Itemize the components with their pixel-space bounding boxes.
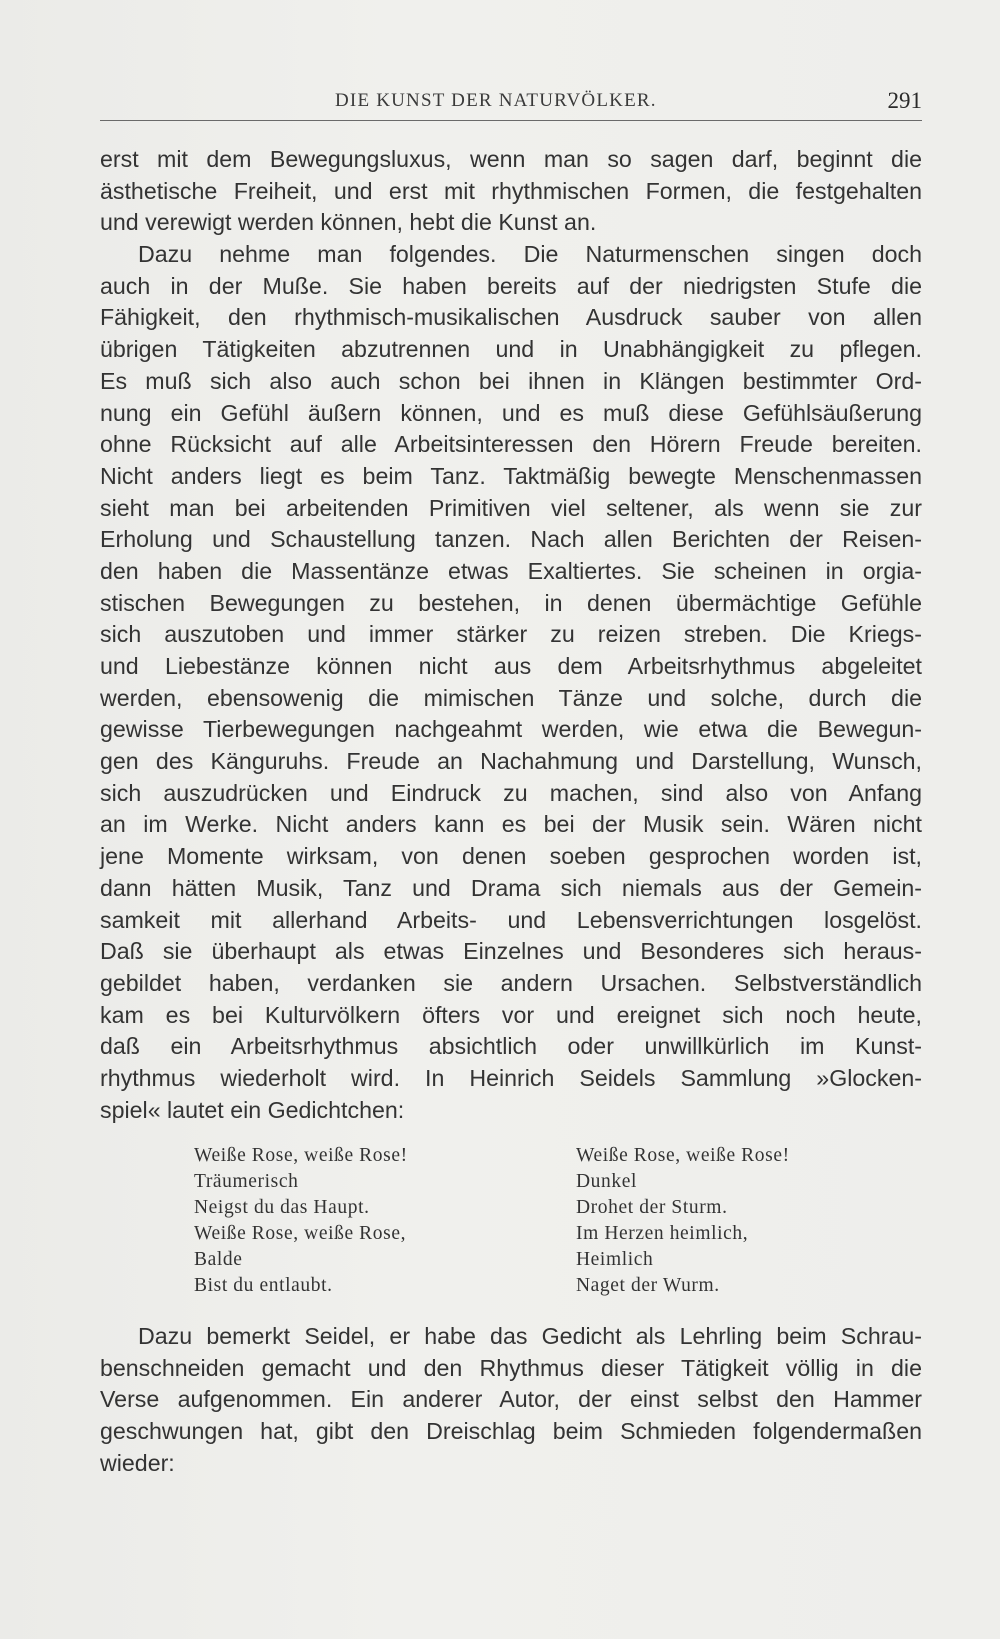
paragraph-2 [100, 239, 922, 1126]
text-line: nung ein Gefühl äußern können, und es muß diese Gefühlsäußerung [100, 399, 922, 426]
page-number: 291 [887, 88, 922, 113]
text-line: dann hätten Musik, Tanz und Drama sich niemals aus der Gemein- [100, 874, 922, 901]
text-line: rhythmus wiederholt wird. In Heinrich Seidels Sammlung »Glocken- [100, 1064, 922, 1091]
text-line: Erholung und Schaustellung tanzen. Nach allen Berichten der Reisen- [100, 526, 922, 553]
text-line: jene Momente wirksam, von denen soeben gesprochen worden ist, [100, 843, 922, 870]
poem-line: Bist du entlaubt. [194, 1275, 333, 1296]
text-line: ohne Rücksicht auf alle Arbeitsinteressen den Hörern Freude bereiten. [100, 431, 922, 458]
text-line: übrigen Tätigkeiten abzutrennen und in Unabhängigkeit zu pflegen. [100, 336, 922, 363]
poem-line: Heimlich [576, 1249, 654, 1270]
text-line: Dazu bemerkt Seidel, er habe das Gedicht als Lehrling beim Schrau- [138, 1323, 922, 1349]
text-line: werden, ebensowenig die mimischen Tänze und solche, durch die [100, 684, 922, 711]
text-line: benschneiden gemacht und den Rhythmus dieser Tätigkeit völlig in die [100, 1354, 922, 1381]
poem-line: Weiße Rose, weiße Rose! [194, 1145, 408, 1166]
text-line: auch in der Muße. Sie haben bereits auf der niedrigsten Stufe die [100, 272, 922, 299]
text-line: sich auszudrücken und Eindruck zu machen, sind also von Anfang [100, 779, 922, 806]
text-line: gebildet haben, verdanken sie andern Ursachen. Selbstverständlich [100, 969, 922, 996]
poem-line: Im Herzen heimlich, [576, 1223, 749, 1244]
text-line: erst mit dem Bewegungsluxus, wenn man so sagen darf, beginnt die [100, 146, 922, 172]
main-text [100, 144, 922, 1126]
text-line: geschwungen hat, gibt den Dreischlag beim Schmieden folgendermaßen [100, 1418, 922, 1445]
text-line: Fähigkeit, den rhythmisch-musikalischen Ausdruck sauber von allen [100, 304, 922, 331]
text-line: wieder: [100, 1449, 175, 1476]
text-line: ästhetische Freiheit, und erst mit rhythmischen Formen, die festgehalten [100, 177, 922, 204]
poem-line: Balde [194, 1249, 243, 1270]
text-line: Daß sie überhaupt als etwas Einzelnes und Besonderes sich heraus- [100, 938, 922, 965]
text-line: und verewigt werden können, hebt die Kunst an. [100, 209, 597, 236]
poem-line: Naget der Wurm. [576, 1275, 720, 1296]
text-line: Dazu nehme man folgendes. Die Naturmenschen singen doch [138, 241, 922, 268]
poem-line: Drohet der Sturm. [576, 1197, 728, 1218]
poem-line: Neigst du das Haupt. [194, 1197, 370, 1218]
text-line: an im Werke. Nicht anders kann es bei der Musik sein. Wären nicht [100, 811, 922, 838]
poem-line: Träumerisch [194, 1171, 299, 1192]
text-line: spiel« lautet ein Gedichtchen: [100, 1096, 405, 1123]
text-line: Nicht anders liegt es beim Tanz. Taktmäßig bewegte Menschenmassen [100, 462, 922, 489]
page-header [100, 84, 922, 121]
poem-line: Weiße Rose, weiße Rose, [194, 1223, 407, 1244]
text-line: samkeit mit allerhand Arbeits- und Lebensverrichtungen losgelöst. [100, 906, 922, 933]
paragraph-1 [100, 144, 922, 239]
text-line: Verse aufgenommen. Ein anderer Autor, der einst selbst den Hammer [100, 1386, 922, 1413]
poem-left-stanza [194, 1143, 408, 1299]
poem-line: Dunkel [576, 1171, 638, 1192]
running-title: DIE KUNST DER NATURVÖLKER. [335, 90, 657, 111]
paragraph-3 [100, 1321, 922, 1479]
poem-right-stanza [576, 1143, 790, 1299]
text-line: sich auszutoben und immer stärker zu reizen streben. Die Kriegs- [100, 621, 922, 648]
text-line: sieht man bei arbeitenden Primitiven viel seltener, als wenn sie zur [100, 494, 922, 521]
poem-line: Weiße Rose, weiße Rose! [576, 1145, 790, 1166]
text-line: stischen Bewegungen zu bestehen, in denen übermächtige Gefühle [100, 589, 922, 616]
text-line: kam es bei Kulturvölkern öfters vor und ereignet sich noch heute, [100, 1001, 922, 1028]
text-line: daß ein Arbeitsrhythmus absichtlich oder unwillkürlich im Kunst- [100, 1033, 922, 1060]
text-line: gen des Känguruhs. Freude an Nachahmung und Darstellung, Wunsch, [100, 748, 922, 775]
text-line: gewisse Tierbewegungen nachgeahmt werden, wie etwa die Bewegun- [100, 716, 922, 743]
text-line: den haben die Massentänze etwas Exaltiertes. Sie scheinen in orgia- [100, 557, 922, 584]
text-line: Es muß sich also auch schon bei ihnen in Klängen bestimmter Ord- [100, 367, 922, 394]
text-line: und Liebestänze können nicht aus dem Arbeitsrhythmus abgeleitet [100, 653, 922, 679]
